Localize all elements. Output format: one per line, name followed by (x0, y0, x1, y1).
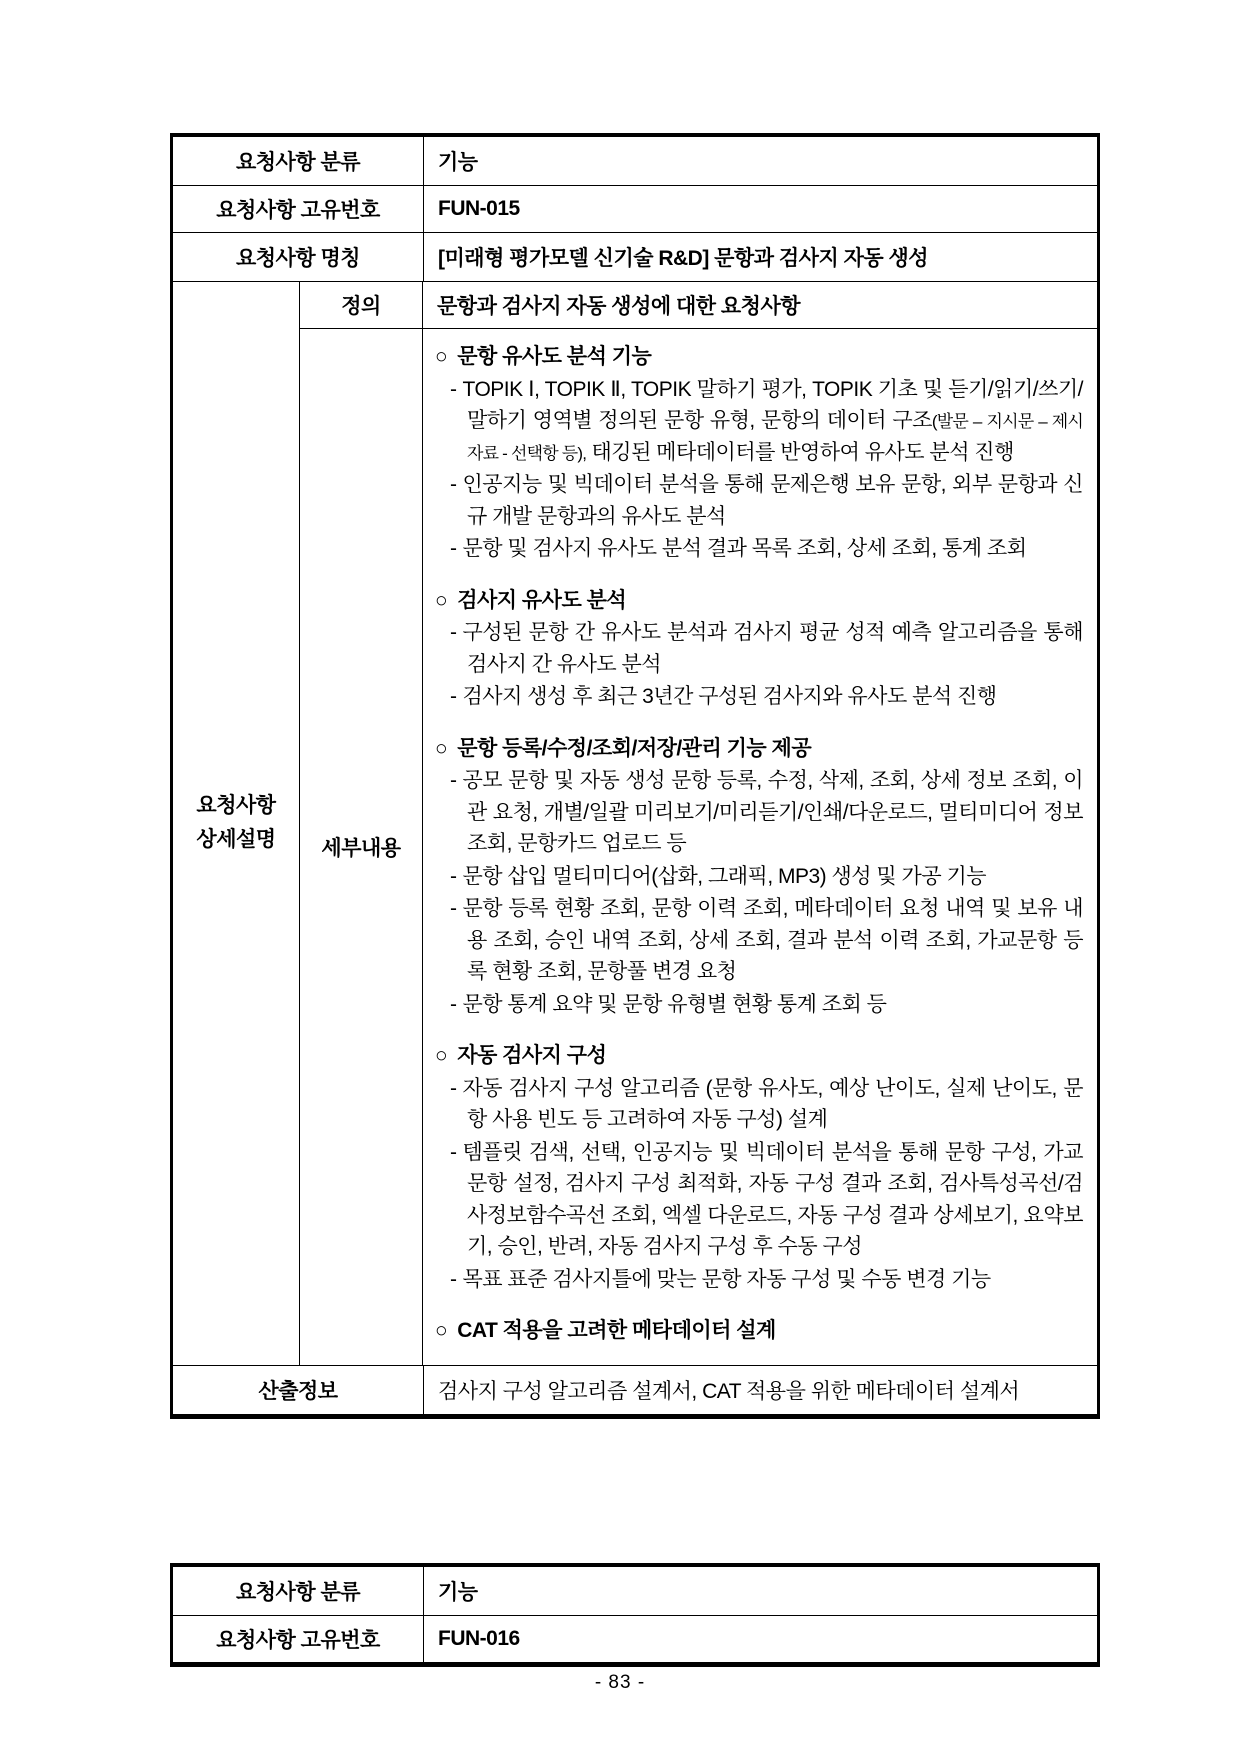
section-title-text: 문항 유사도 분석 기능 (457, 345, 652, 368)
section-title-text: 자동 검사지 구성 (457, 1044, 607, 1067)
detail-row (173, 281, 1097, 1365)
section-heading (435, 341, 1083, 373)
row-value-category: 기능 (423, 1567, 1097, 1615)
section-heading (435, 1040, 1083, 1072)
output-row (173, 1365, 1097, 1414)
table-row (173, 1615, 1097, 1662)
dash-bullet-icon: - (450, 537, 457, 560)
content-row (300, 328, 1097, 1365)
bullet-item-text: 구성된 문항 간 유사도 분석과 검사지 평균 성적 예측 알고리즘을 통해 검사지 간 유사도 분석 (462, 621, 1083, 676)
output-value: 검사지 구성 알고리즘 설계서, CAT 적용을 위한 메타데이터 설계서 (423, 1366, 1097, 1414)
detail-group-label (173, 282, 299, 1365)
dash-bullet-icon: - (450, 1267, 457, 1291)
bullet-item (435, 374, 1083, 469)
row-value-category: 기능 (423, 137, 1097, 185)
row-value-id: FUN-016 (423, 1616, 1097, 1662)
detail-group-label-line1: 요청사항 (196, 793, 276, 817)
dash-bullet-icon: - (450, 685, 457, 708)
detail-section (435, 1315, 1083, 1347)
bullet-item-text: 인공지능 및 빅데이터 분석을 통해 문제은행 보유 문항, 외부 문항과 신규 개발 문항과의 유사도 분석 (462, 473, 1083, 528)
bullet-item-text: 문항 및 검사지 유사도 분석 결과 목록 조회, 상세 조회, 통계 조회 (462, 537, 1027, 560)
bullet-item-text: 템플릿 검색, 선택, 인공지능 및 빅데이터 분석을 통해 문항 구성, 가교 문항 설정, 검사지 구성 최적화, 자동 구성 결과 조회, 검사특성곡선/검사정보함수곡선 조회, 엑셀 다운로드, 자동 구성 결과 상세보기, 요약보기, 승인, 반려, 자동 검사지 구성 후 수동 구성 (462, 1140, 1083, 1258)
section-heading (435, 585, 1083, 617)
row-label-name: 요청사항 명칭 (235, 247, 361, 270)
table-row (173, 137, 1097, 185)
table-row (173, 185, 1097, 232)
bullet-item (435, 469, 1083, 532)
section-title-text: CAT 적용을 고려한 메타데이터 설계 (457, 1319, 776, 1342)
section-heading (435, 1315, 1083, 1347)
dash-bullet-icon: - (450, 621, 457, 644)
output-label: 산출정보 (258, 1379, 338, 1403)
dash-bullet-icon: - (450, 992, 457, 1016)
dash-bullet-icon: - (450, 1140, 457, 1164)
table-row (173, 1567, 1097, 1615)
bullet-item (435, 893, 1083, 988)
bullet-item (435, 765, 1083, 860)
definition-value: 문항과 검사지 자동 생성에 대한 요청사항 (422, 282, 1097, 328)
page-number: - 83 - (594, 1672, 646, 1693)
detail-section (435, 341, 1083, 565)
circle-bullet-icon: ○ (435, 1044, 448, 1067)
requirement-table-fun-015 (170, 133, 1100, 1419)
row-label-category: 요청사항 분류 (235, 1581, 361, 1604)
detail-section (435, 733, 1083, 1021)
dash-bullet-icon: - (450, 473, 457, 496)
bullet-item-text: 자동 검사지 구성 알고리즘 (문항 유사도, 예상 난이도, 실제 난이도, 문항 사용 빈도 등 고려하여 자동 구성) 설계 (462, 1076, 1083, 1131)
bullet-item-text: 목표 표준 검사지틀에 맞는 문항 자동 구성 및 수동 변경 기능 (462, 1267, 991, 1291)
bullet-item-text: 공모 문항 및 자동 생성 문항 등록, 수정, 삭제, 조회, 상세 정보 조회, 이관 요청, 개별/일괄 미리보기/미리듣기/인쇄/다운로드, 멀티미디어 정보 조회, 문항카드 업로드 등 (462, 769, 1083, 855)
table-row (173, 232, 1097, 281)
detail-section (435, 1040, 1083, 1295)
bullet-item-text-small: (발문 – 지시문 – 제시자료 - 선택항 등), (467, 412, 1083, 463)
bullet-item (435, 533, 1083, 565)
row-label-id: 요청사항 고유번호 (216, 199, 380, 222)
section-heading (435, 733, 1083, 765)
row-value-id: FUN-015 (423, 186, 1097, 232)
dash-bullet-icon: - (450, 1076, 457, 1100)
section-title-text: 문항 등록/수정/조회/저장/관리 기능 제공 (457, 736, 812, 760)
circle-bullet-icon: ○ (435, 1319, 448, 1342)
definition-row (300, 282, 1097, 328)
circle-bullet-icon: ○ (435, 736, 448, 760)
definition-label: 정의 (341, 295, 381, 318)
content-value (422, 329, 1097, 1365)
detail-group-label-line2: 상세설명 (196, 828, 276, 852)
requirement-table-fun-016 (170, 1563, 1100, 1667)
bullet-item-text: 문항 통계 요약 및 문항 유형별 현황 통계 조회 등 (462, 992, 887, 1016)
bullet-item (435, 1073, 1083, 1136)
dash-bullet-icon: - (450, 377, 457, 401)
bullet-item (435, 681, 1083, 713)
row-label-category: 요청사항 분류 (235, 151, 361, 174)
row-value-name: [미래형 평가모델 신기술 R&D] 문항과 검사지 자동 생성 (423, 233, 1097, 281)
bullet-item-text: 문항 등록 현황 조회, 문항 이력 조회, 메타데이터 요청 내역 및 보유 내용 조회, 승인 내역 조회, 상세 조회, 결과 분석 이력 조회, 가교문항 등록 현황 조회, 문항풀 변경 요청 (462, 897, 1083, 983)
bullet-item (435, 861, 1083, 893)
circle-bullet-icon: ○ (435, 588, 448, 612)
detail-section (435, 585, 1083, 713)
content-label: 세부내용 (321, 836, 401, 860)
bullet-item-text: TOPIK Ⅰ, TOPIK Ⅱ, TOPIK 말하기 평가, TOPIK 기초 및 듣기/읽기/쓰기/말하기 영역별 정의된 문항 유형, 문항의 데이터 구조 (462, 377, 1083, 432)
bullet-item (435, 989, 1083, 1021)
dash-bullet-icon: - (450, 897, 457, 920)
dash-bullet-icon: - (450, 864, 457, 888)
bullet-item-text: 문항 삽입 멀티미디어(삽화, 그래픽, MP3) 생성 및 가공 기능 (462, 864, 987, 888)
bullet-item (435, 1137, 1083, 1263)
section-title-text: 검사지 유사도 분석 (457, 588, 627, 612)
dash-bullet-icon: - (450, 769, 457, 792)
bullet-item (435, 1264, 1083, 1296)
circle-bullet-icon: ○ (435, 345, 448, 368)
bullet-item-text: 태깅된 메타데이터를 반영하여 유사도 분석 진행 (586, 440, 1014, 464)
bullet-item (435, 617, 1083, 680)
row-label-id: 요청사항 고유번호 (216, 1629, 380, 1652)
detail-right-area (299, 282, 1097, 1365)
bullet-item-text: 검사지 생성 후 최근 3년간 구성된 검사지와 유사도 분석 진행 (462, 685, 997, 708)
